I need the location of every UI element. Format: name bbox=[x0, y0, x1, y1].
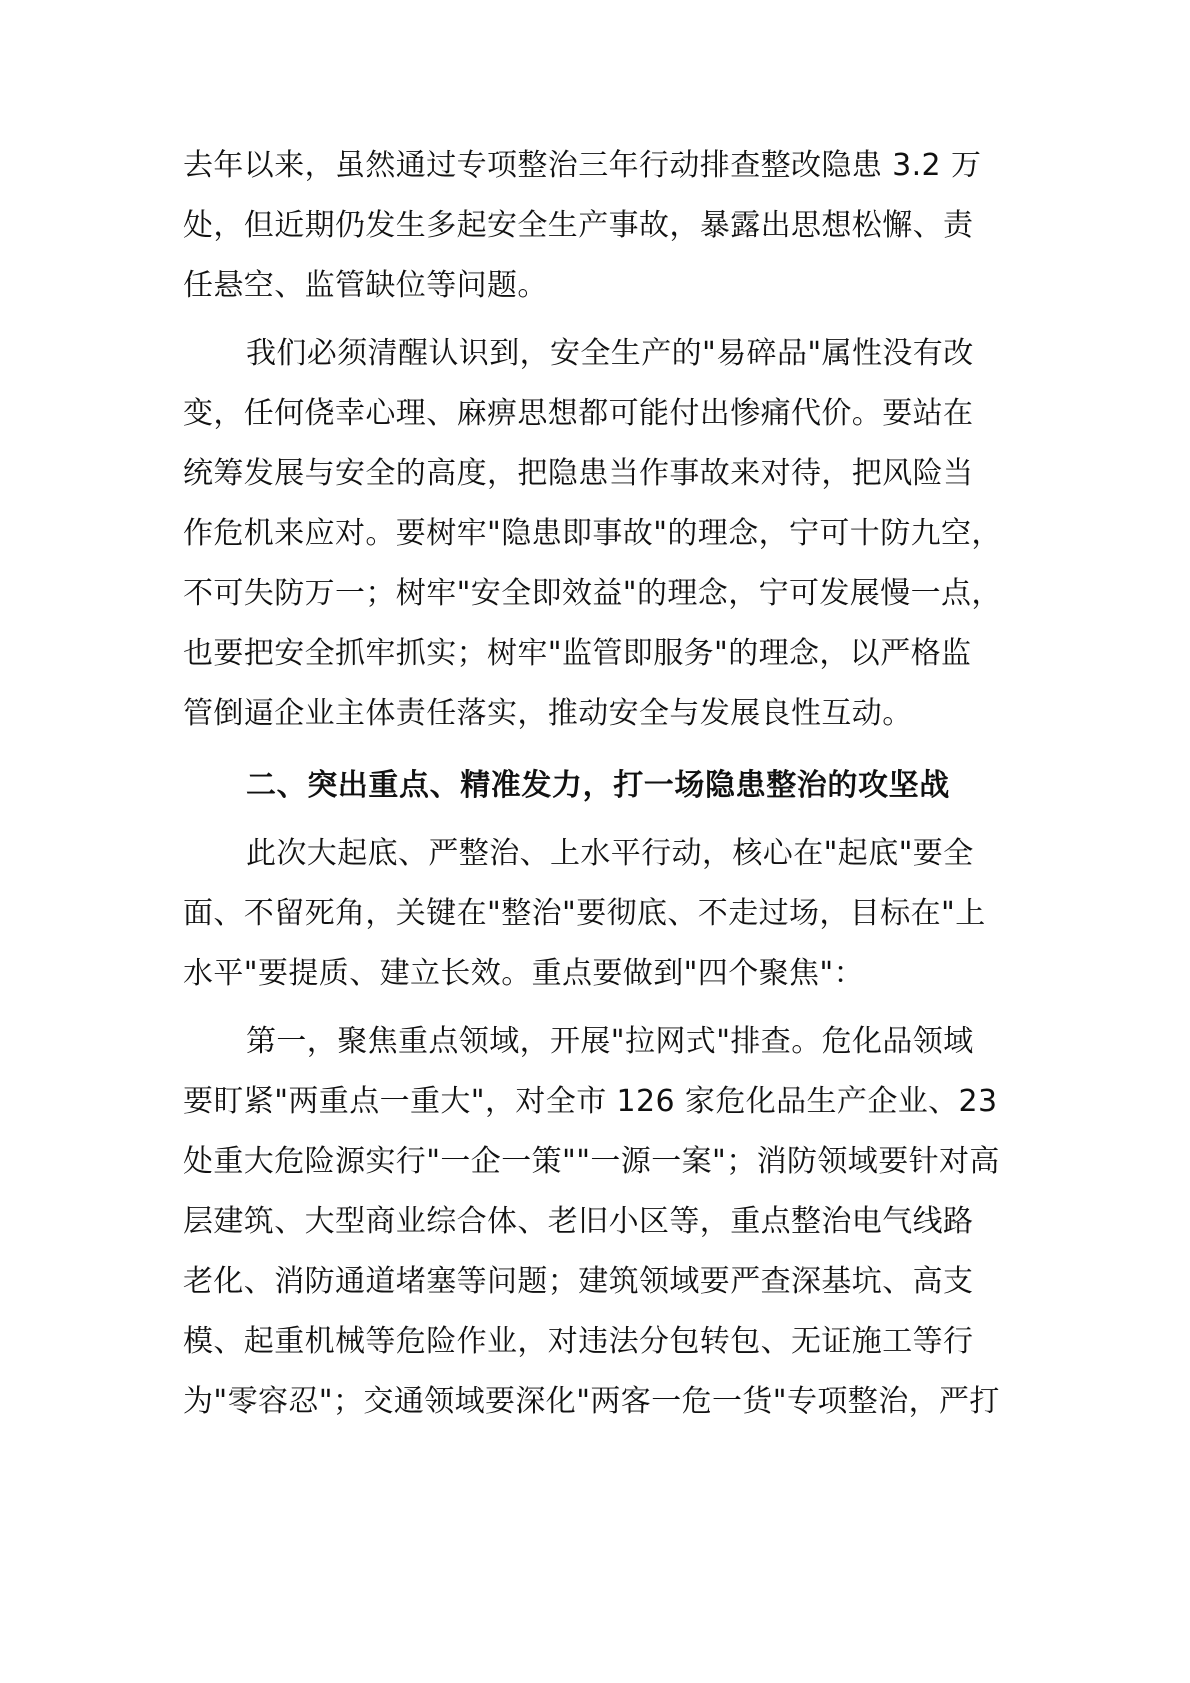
paragraph-4-line-7: 为"零容忍"；交通领域要深化"两客一危一货"专项整治，严打 bbox=[183, 1384, 1000, 1419]
paragraph-2-line-6: 也要把安全抓牢抓实；树牢"监管即服务"的理念，以严格监 bbox=[183, 636, 972, 671]
paragraph-2-line-3: 统筹发展与安全的高度，把隐患当作事故来对待，把风险当 bbox=[183, 456, 974, 491]
paragraph-3-line-3: 水平"要提质、建立长效。重点要做到"四个聚焦"： bbox=[183, 956, 864, 991]
paragraph-4-line-1: 第一，聚焦重点领域，开展"拉网式"排查。危化品领域 bbox=[246, 1024, 974, 1059]
paragraph-3-line-1: 此次大起底、严整治、上水平行动，核心在"起底"要全 bbox=[246, 836, 974, 871]
section-heading: 二、突出重点、精准发力，打一场隐患整治的攻坚战 bbox=[246, 768, 950, 803]
paragraph-4-line-4: 层建筑、大型商业综合体、老旧小区等，重点整治电气线路 bbox=[183, 1204, 974, 1239]
paragraph-2-line-5: 不可失防万一；树牢"安全即效益"的理念，宁可发展慢一点， bbox=[183, 576, 1002, 611]
paragraph-3-line-2: 面、不留死角，关键在"整治"要彻底、不走过场，目标在"上 bbox=[183, 896, 986, 931]
paragraph-2-line-1: 我们必须清醒认识到，安全生产的"易碎品"属性没有改 bbox=[246, 336, 974, 371]
paragraph-4-line-5: 老化、消防通道堵塞等问题；建筑领域要严查深基坑、高支 bbox=[183, 1264, 974, 1299]
paragraph-4-line-2: 要盯紧"两重点一重大"，对全市 126 家危化品生产企业、23 bbox=[183, 1084, 998, 1119]
paragraph-2-line-2: 变，任何侥幸心理、麻痹思想都可能付出惨痛代价。要站在 bbox=[183, 396, 974, 431]
paragraph-1-line-3: 任悬空、监管缺位等问题。 bbox=[183, 268, 548, 303]
paragraph-4-line-6: 模、起重机械等危险作业，对违法分包转包、无证施工等行 bbox=[183, 1324, 974, 1359]
paragraph-2-line-4: 作危机来应对。要树牢"隐患即事故"的理念，宁可十防九空， bbox=[183, 516, 1002, 551]
paragraph-1-line-1: 去年以来，虽然通过专项整治三年行动排查整改隐患 3.2 万 bbox=[183, 148, 982, 183]
paragraph-4-line-3: 处重大危险源实行"一企一策""一源一案"；消防领域要针对高 bbox=[183, 1144, 1000, 1179]
paragraph-2-line-7: 管倒逼企业主体责任落实，推动安全与发展良性互动。 bbox=[183, 696, 913, 731]
paragraph-1-line-2: 处，但近期仍发生多起安全生产事故，暴露出思想松懈、责 bbox=[183, 208, 974, 243]
